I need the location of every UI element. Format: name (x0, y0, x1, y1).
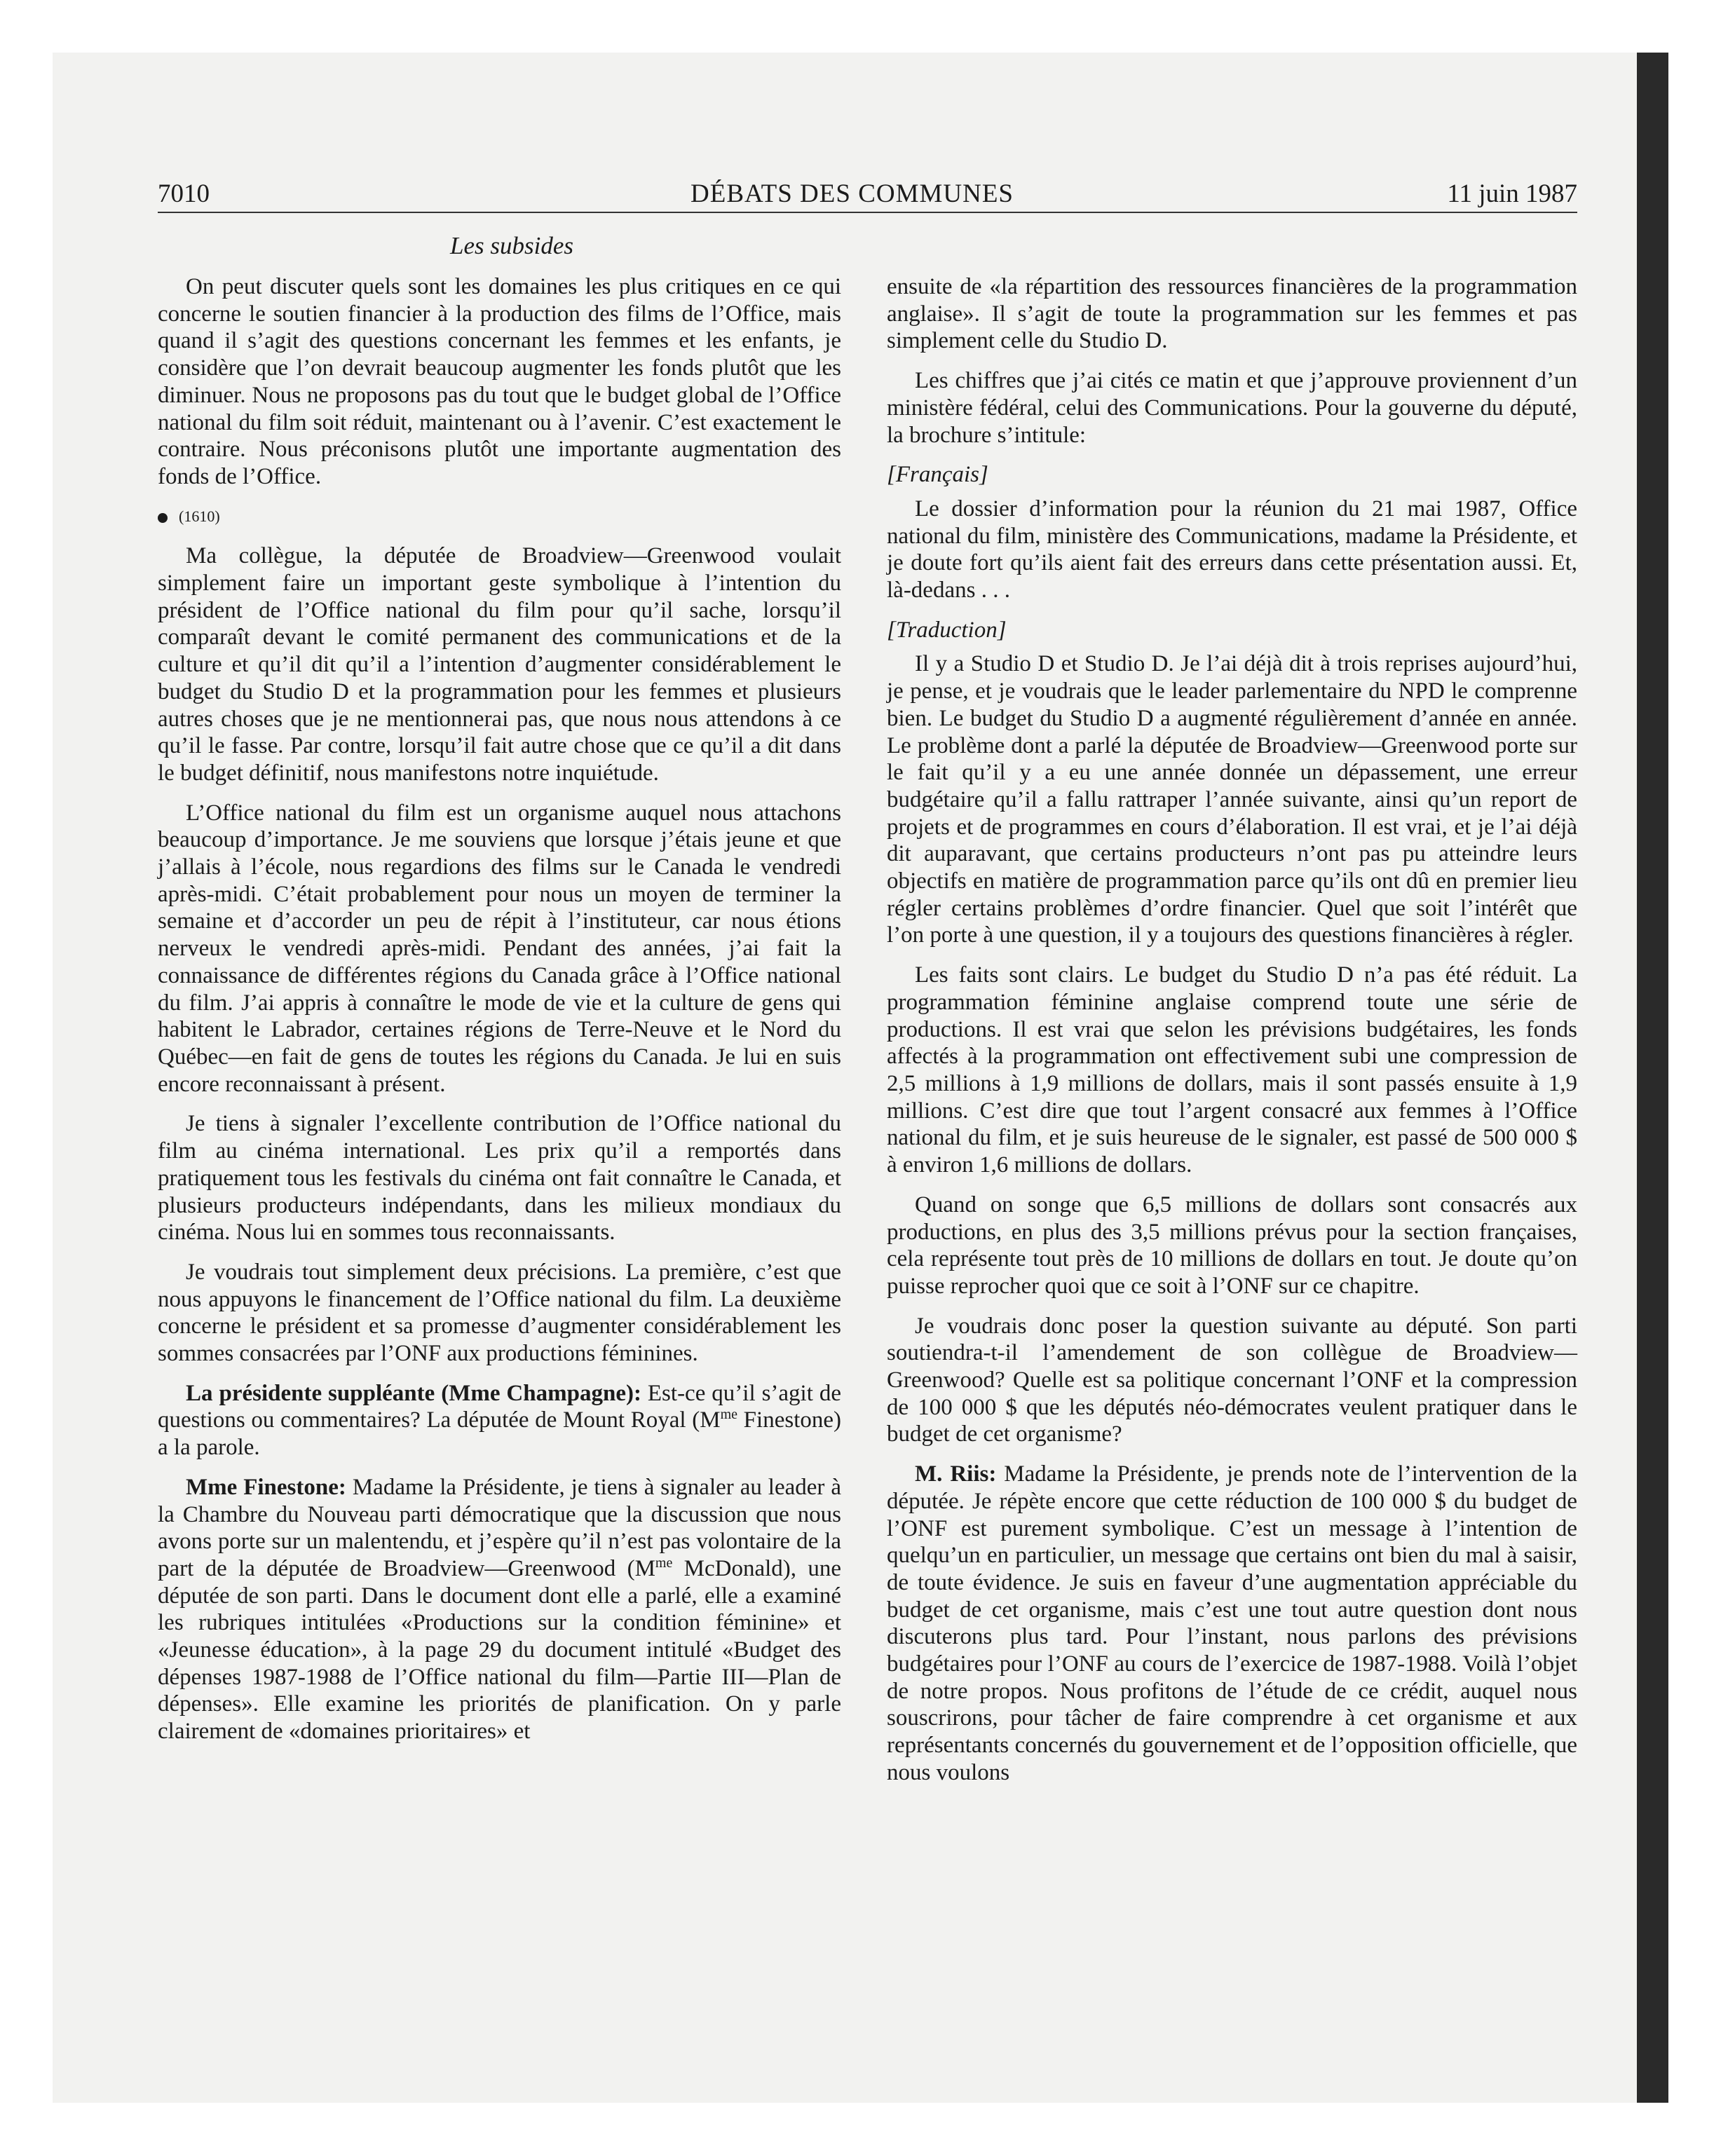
superscript: me (655, 1555, 673, 1571)
paragraph: Les faits sont clairs. Le budget du Studio D n’a pas été réduit. La programmation féminine anglaise comprend toute une série de productions. Il est vrai que selon les prévisions budgétaires, les fonds affectés à la programmation ont effectivement subi une compression de 2,5 millions à 1,9 millions de dollars, mais il sont passés ensuite à 1,9 millions. C’est dire que tout l’argent consacré aux femmes à l’Office national du film, et je suis heureuse de le signaler, est passé de 500 000 $ à environ 1,6 millions de dollars. (887, 962, 1577, 1178)
paragraph: Je voudrais donc poser la question suivante au député. Son parti soutiendra-t-il l’amendement de son collègue de Broadview—Greenwood? Quelle est sa politique concernant l’ONF et la compression de 100 000 $ que les députés néo-démocrates veulent pratiquer dans le budget de cet organisme? (887, 1313, 1577, 1447)
paragraph: Ma collègue, la députée de Broadview—Greenwood voulait simplement faire un important geste symbolique à l’intention du président de l’Office national du film pour qu’il sache, lorsqu’il comparaît devant le comité permanent des communications et de la culture et qu’il dit qu’il a l’intention d’augmenter considérablement le budget du Studio D et la programmation pour les femmes et plusieurs autres choses que je ne mentionnerai pas, que nous nous attendons à ce qu’il le fasse. Par contre, lorsqu’il fait autre chose que ce qu’il a dit dans le budget définitif, nous manifestons notre inquiétude. (158, 543, 841, 786)
paragraph: Quand on songe que 6,5 millions de dollars sont consacrés aux productions, en plus des 3,5 millions prévus pour la section françaises, cela représente tout près de 10 millions de dollars en tout. Je doute qu’on puisse reprocher quoi que ce soit à l’ONF sur ce chapitre. (887, 1192, 1577, 1299)
paragraph: Je tiens à signaler l’excellente contribution de l’Office national du film au cinéma international. Les prix qu’il a remportés dans pratiquement tous les festivals du cinéma ont fait connaître le Canada, et plusieurs producteurs indépendants, dans les milieux mondiaux du cinéma. Nous lui en sommes tous reconnaissants. (158, 1111, 841, 1246)
scan-edge-bar (1637, 53, 1668, 2103)
speaker-name: La présidente suppléante (Mme Champagne): (186, 1380, 641, 1406)
bullet-icon (158, 513, 168, 523)
time-stamp: (1610) (179, 507, 220, 525)
paragraph: Je voudrais tout simplement deux précisions. La première, c’est que nous appuyons le financement de l’Office national du film. La deuxième concerne le président et sa promesse d’augmenter considérablement les sommes consacrées par l’ONF aux productions féminines. (158, 1259, 841, 1367)
time-marker (158, 503, 841, 531)
paragraph: ensuite de «la répartition des ressources financières de la programmation anglaise». Il s’agit de toute la programmation sur les femmes et pas simplement celle du Studio D. (887, 274, 1577, 354)
paragraph: Le dossier d’information pour la réunion du 21 mai 1987, Office national du film, ministère des Communications, madame la Présidente, et je doute fort qu’ils aient fait des erreurs dans cette présentation aussi. Et, là-dedans . . . (887, 496, 1577, 603)
section-title: Les subsides (450, 232, 573, 259)
left-column (158, 273, 841, 1758)
page-number: 7010 (158, 179, 210, 208)
speaker-name: Mme Finestone: (186, 1474, 346, 1500)
speaker-name: M. Riis: (915, 1461, 997, 1487)
language-tag: [Français] (887, 462, 988, 488)
header-rule (158, 212, 1577, 213)
paragraph: On peut discuter quels sont les domaines les plus critiques en ce qui concerne le soutien financier à la production des films de l’Office, mais quand il s’agit des questions concernant les femmes et les enfants, je considère que l’on devrait beaucoup augmenter les fonds plutôt que les diminuer. Nous ne proposons pas du tout que le budget global de l’Office national du film soit réduit, maintenant ou à l’avenir. C’est exactement le contraire. Nous préconisons plutôt une importante augmentation des fonds de l’Office. (158, 274, 841, 489)
speech-text: Finestone) a la parole. (158, 1407, 841, 1461)
paragraph (158, 1474, 841, 1745)
language-tag: [Traduction] (887, 617, 1007, 643)
paragraph (158, 1380, 841, 1461)
speech-text: Madame la Présidente, je prends note de l’intervention de la députée. Je répète encore que cette réduction de 100 000 $ du budget de l’ONF est purement symbolique. C’est un message à l’intention de quelqu’un en particulier, un message que certains ont bien du mal à saisir, de toute évidence. Je suis en faveur d’une augmentation appréciable du budget de cet organisme, mais c’est une tout autre question dont nous discuterons plus tard. Pour l’instant, nous parlons des prévisions budgétaires pour l’ONF au cours de l’exercice de 1987-1988. Voilà l’objet de notre propos. Nous profitons de l’étude de ce crédit, auquel nous souscrirons, pour tâcher de faire comprendre à cet organisme et aux représentants concernés du gouvernement et de l’opposition officielle, que nous voulons (887, 1461, 1577, 1785)
superscript: me (720, 1407, 737, 1423)
speech-text: Est-ce qu’il s’agit de questions ou commentaires? La députée de Mount Royal (M (158, 1380, 841, 1433)
paragraph: Il y a Studio D et Studio D. Je l’ai déjà dit à trois reprises aujourd’hui, je pense, et je voudrais que le leader parlementaire du NPD le comprenne bien. Le budget du Studio D a augmenté régulièrement d’année en année. Le problème dont a parlé la députée de Broadview—Greenwood porte sur le fait qu’il y a eu une année donnée un dépassement, une erreur budgétaire qu’il a fallu rattraper l’année suivante, ainsi qu’un report de projets et de programmes en cours d’élaboration. Il est vrai, et je l’ai déjà dit auparavant, que certains producteurs n’ont pas pu atteindre leurs objectifs en matière de programmation parce qu’ils ont dû en premier lieu régler certains problèmes d’ordre financier. Quel que soit l’intérêt que l’on porte à une question, il y a toujours des questions financières à régler. (887, 651, 1577, 948)
paragraph: L’Office national du film est un organisme auquel nous attachons beaucoup d’importance. Je me souviens que lorsque j’étais jeune et que j’allais à l’école, nous regardions des films sur le Canada le vendredi après-midi. C’était probablement pour nous un moyen de terminer la semaine et d’accorder un peu de répit à l’instituteur, car nous étions nerveux le vendredi après-midi. Pendant des années, j’ai fait la connaissance de différentes régions du Canada grâce à l’Office national du film. J’ai appris à connaître le mode de vie et la culture de gens qui habitent le Labrador, certaines régions de Terre-Neuve et le Nord du Québec—en fait de gens de toutes les régions du Canada. Je lui en suis encore reconnaissant à présent. (158, 800, 841, 1097)
paragraph: Les chiffres que j’ai cités ce matin et que j’approuve proviennent d’un ministère fédéral, celui des Communications. Pour la gouverne du député, la brochure s’intitule: (887, 368, 1577, 448)
right-column (887, 273, 1577, 1799)
page-date: 11 juin 1987 (1447, 179, 1577, 208)
speech-text: Madame la Présidente, je tiens à signaler au leader à la Chambre du Nouveau parti démocratique que la discussion que nous avons porte sur un malentendu, et j’espère qu’il n’est pas volontaire de la part de la députée de Broadview—Greenwood (M (158, 1474, 842, 1581)
paragraph (887, 1461, 1577, 1786)
running-title: DÉBATS DES COMMUNES (690, 179, 1014, 208)
speech-text: McDonald), une députée de son parti. Dans le document dont elle a parlé, elle a examiné les rubriques intitulées «Productions sur la condition féminine» et «Jeunesse éducation», à la page 29 du document intitulé «Budget des dépenses 1987-1988 de l’Office national du film—Partie III—Plan de dépenses». Elle examine les priorités de planification. On y parle clairement de «domaines prioritaires» et (158, 1555, 841, 1745)
